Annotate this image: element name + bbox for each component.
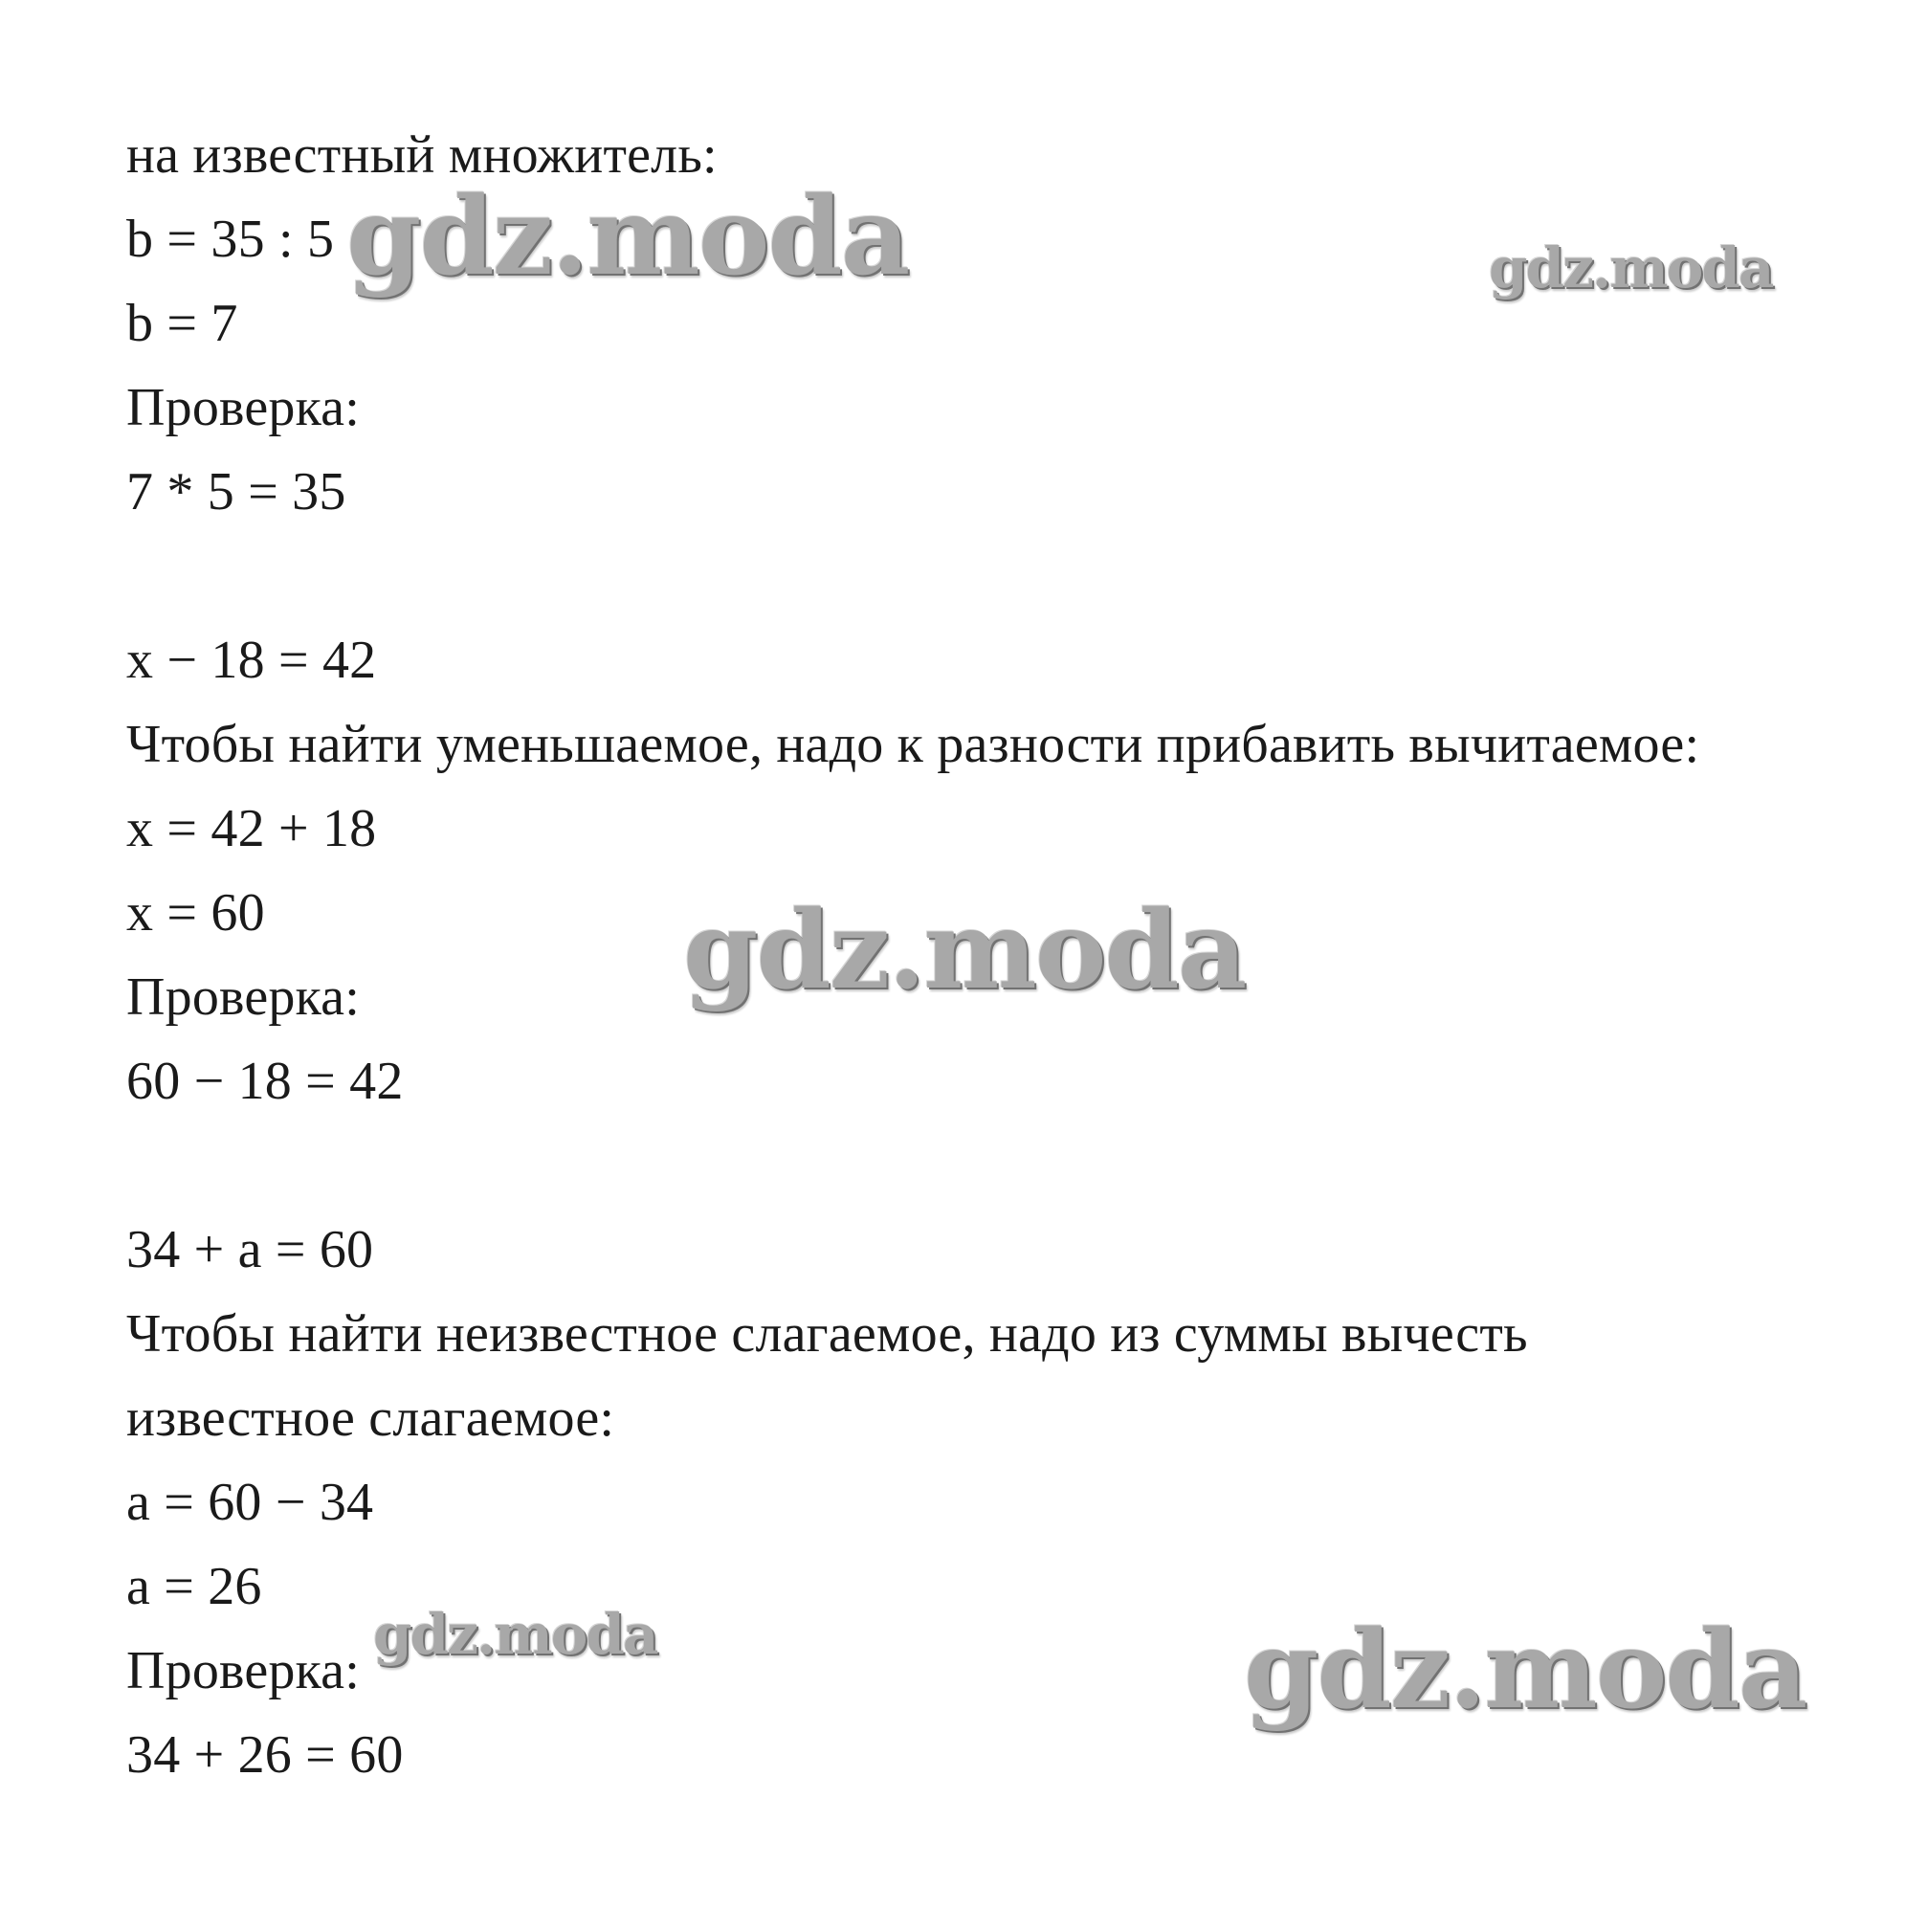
watermark: gdz.moda	[1244, 1608, 1806, 1733]
check-label: Проверка:	[126, 1641, 360, 1700]
check-label: Проверка:	[126, 967, 360, 1027]
equation-line: 7 * 5 = 35	[126, 462, 346, 522]
rule-text-line: Чтобы найти неизвестное слагаемое, надо из суммы вычесть	[126, 1304, 1528, 1364]
text-line: на известный множитель:	[126, 125, 718, 185]
equation-line: b = 7	[126, 294, 238, 353]
equation-line: x = 42 + 18	[126, 799, 377, 858]
equation-line: 34 + a = 60	[126, 1220, 374, 1279]
rule-text-line: Чтобы найти уменьшаемое, надо к разности прибавить вычитаемое:	[126, 715, 1700, 774]
watermark: gdz.moda	[1489, 235, 1773, 300]
equation-line: 60 − 18 = 42	[126, 1052, 404, 1111]
equation-line: b = 35 : 5	[126, 210, 335, 269]
watermark: gdz.moda	[373, 1602, 657, 1667]
equation-line: a = 26	[126, 1557, 262, 1616]
rule-text-line: известное слагаемое:	[126, 1388, 615, 1448]
equation-line: x = 60	[126, 883, 265, 943]
equation-line: 34 + 26 = 60	[126, 1725, 404, 1785]
equation-line: a = 60 − 34	[126, 1473, 374, 1532]
check-label: Проверка:	[126, 378, 360, 437]
watermark: gdz.moda	[683, 888, 1246, 1013]
equation-line: x − 18 = 42	[126, 631, 377, 690]
watermark: gdz.moda	[346, 174, 909, 300]
